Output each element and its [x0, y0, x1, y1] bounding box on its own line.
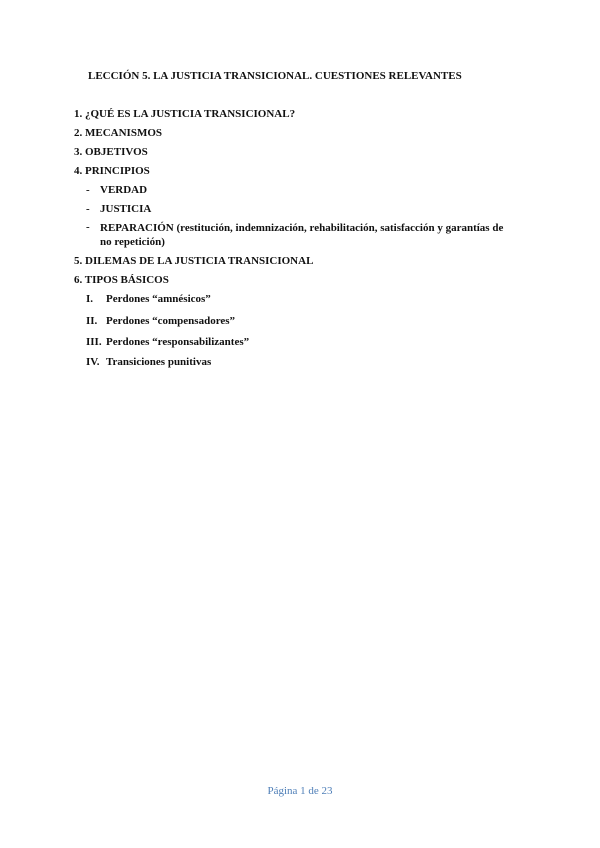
- tipo-label: Perdones “amnésicos”: [106, 293, 211, 305]
- section-heading-3: 3. OBJETIVOS: [74, 146, 148, 158]
- tipo-label: Perdones “responsabilizantes”: [106, 336, 250, 348]
- section-heading-5: 5. DILEMAS DE LA JUSTICIA TRANSICIONAL: [74, 255, 314, 267]
- section-heading-6: 6. TIPOS BÁSICOS: [74, 274, 169, 286]
- bullet-dash: -: [86, 203, 90, 215]
- section-heading-2: 2. MECANISMOS: [74, 127, 163, 139]
- principle-label: REPARACIÓN (restitución, indemnización, rehabilitación, satisfacción y garantías de no repetición): [100, 222, 504, 248]
- roman-numeral: II.: [86, 315, 98, 327]
- tipo-label: Perdones “compensadores”: [106, 315, 236, 327]
- section-heading-4: 4. PRINCIPIOS: [74, 165, 150, 177]
- roman-numeral: I.: [86, 293, 94, 305]
- roman-numeral: III.: [86, 336, 102, 348]
- tipo-label: Transiciones punitivas: [106, 356, 212, 368]
- page-number-footer: Página 1 de 23: [267, 785, 333, 797]
- principle-label: JUSTICIA: [100, 203, 152, 215]
- section-heading-1: 1. ¿QUÉ ES LA JUSTICIA TRANSICIONAL?: [74, 108, 296, 120]
- lesson-title: LECCIÓN 5. LA JUSTICIA TRANSICIONAL. CUESTIONES RELEVANTES: [88, 70, 462, 82]
- bullet-dash: -: [86, 221, 90, 233]
- bullet-dash: -: [86, 184, 90, 196]
- principle-label: VERDAD: [100, 184, 148, 196]
- roman-numeral: IV.: [86, 356, 100, 368]
